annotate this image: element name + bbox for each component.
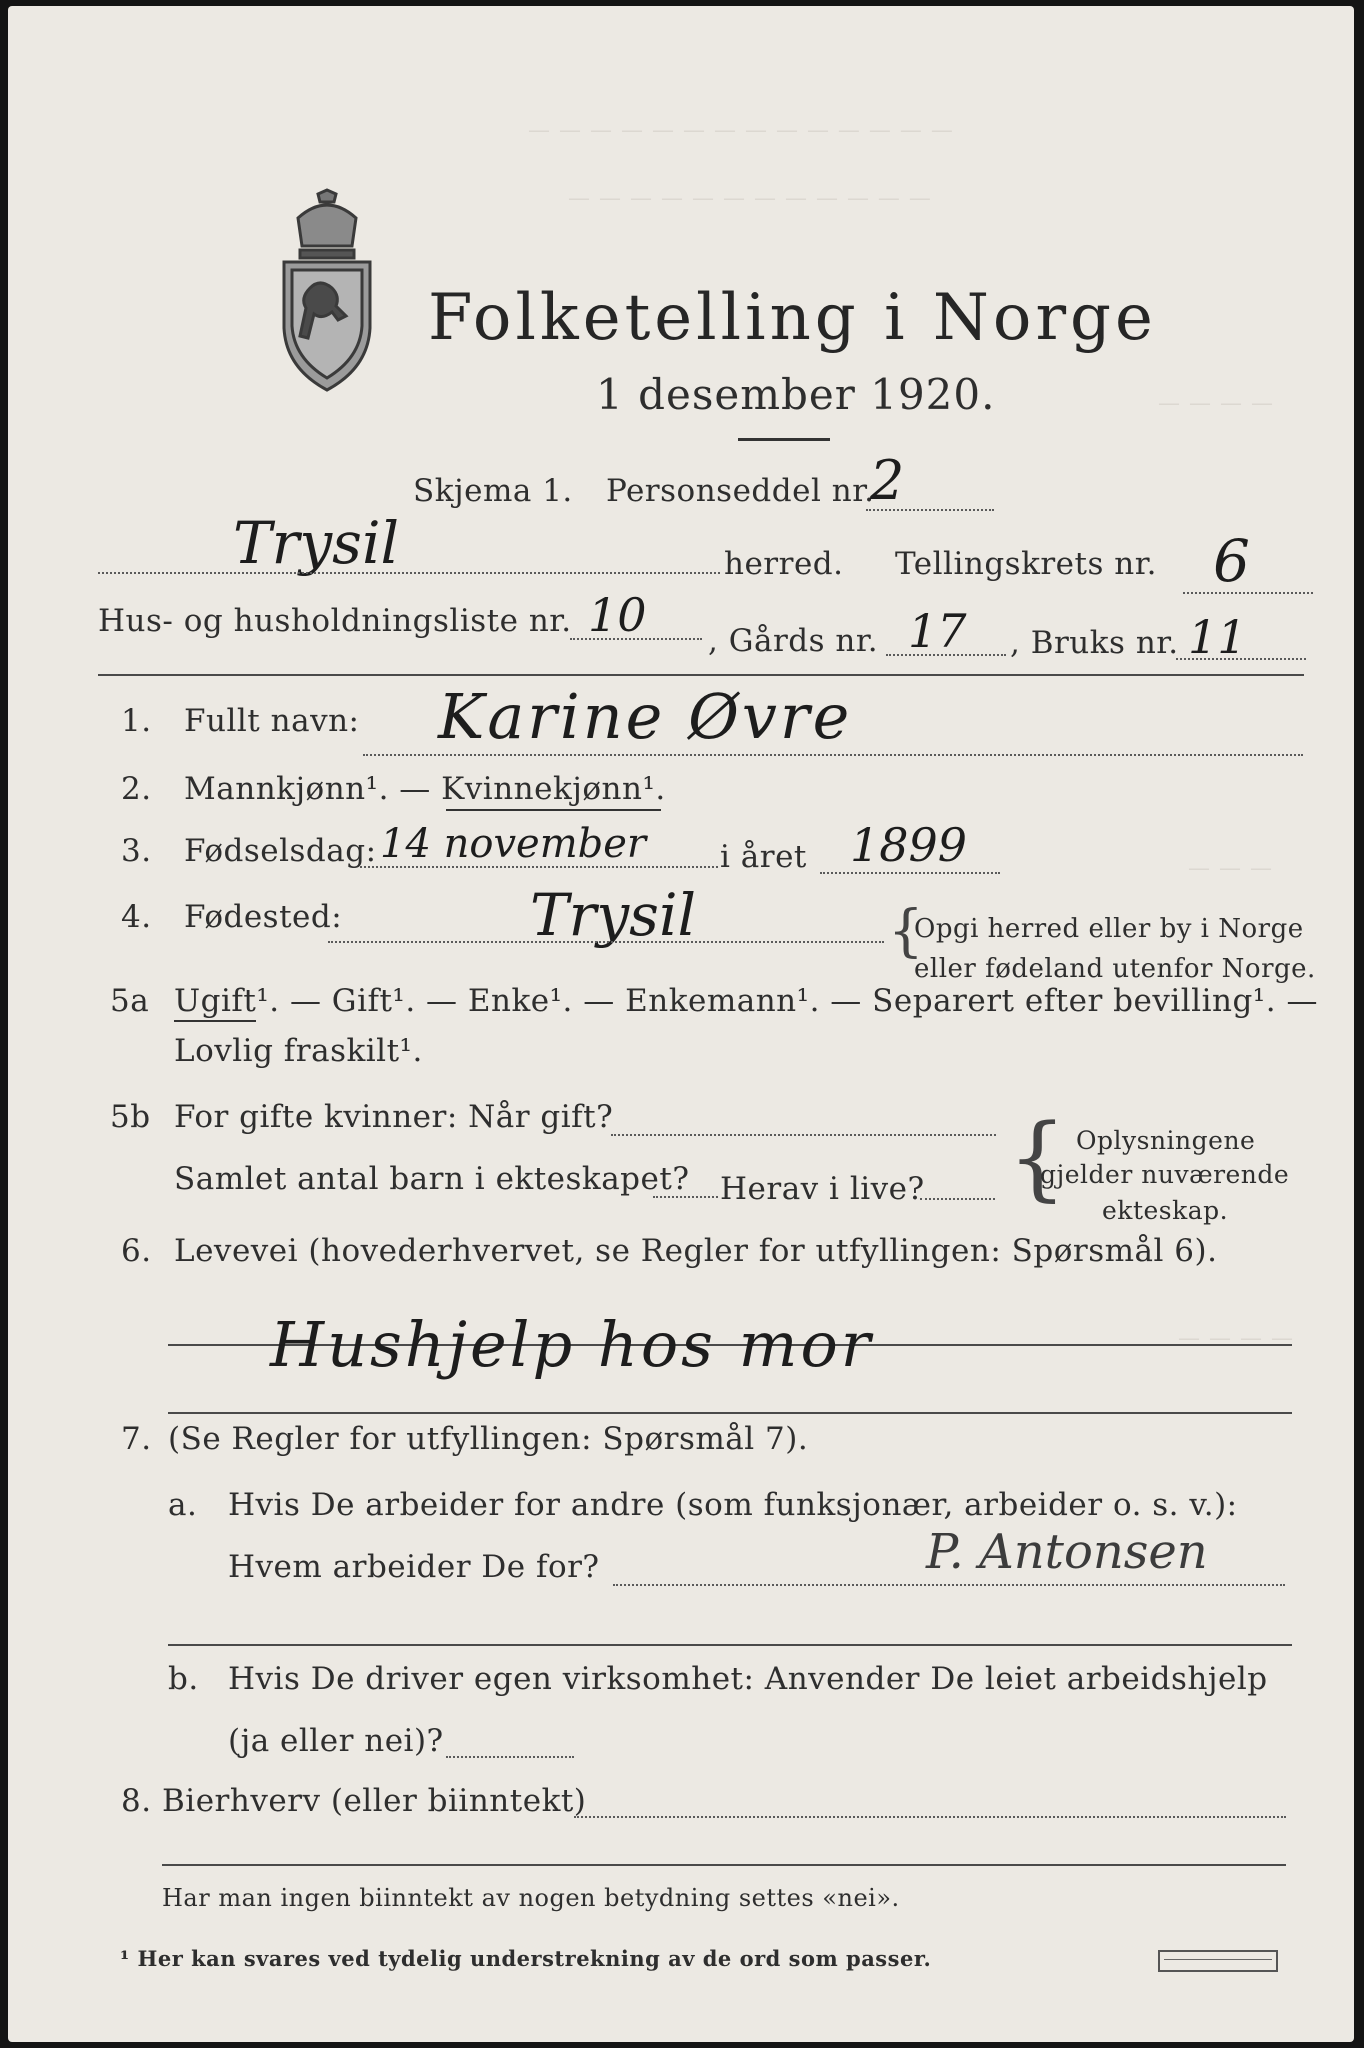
coat-of-arms-icon [270, 188, 385, 398]
fodselsdag-field[interactable] [360, 866, 718, 868]
bierhverv-note: Har man ingen biinntekt av nogen betydning settes «nei». [162, 1884, 900, 1912]
q4-number: 4. [121, 899, 152, 935]
q5a-number: 5a [110, 983, 150, 1019]
fodested-note-1: Opgi herred eller by i Norge [914, 914, 1304, 944]
husliste-field[interactable] [570, 638, 702, 640]
footnote: ¹ Her kan svares ved tydelig understrekning av de ord som passer. [120, 1946, 932, 1971]
arbeidsgiver-field[interactable] [613, 1584, 1285, 1586]
fodselsaar-field[interactable] [820, 872, 1000, 874]
leiet-arbeidshjelp-field[interactable] [446, 1756, 574, 1758]
tellingskrets-value[interactable]: 6 [1213, 527, 1250, 595]
herred-label: herred. [724, 546, 844, 582]
gards-field[interactable] [886, 654, 1006, 656]
fodested-value[interactable]: Trysil [530, 881, 697, 949]
q3-label: Fødselsdag: [184, 833, 377, 869]
q2-number: 2. [121, 771, 152, 807]
q7b-label: Hvis De driver egen virksomhet: Anvender De leiet arbeidshjelp [228, 1661, 1268, 1697]
levevei-value[interactable]: Hushjelp hos mor [270, 1308, 874, 1381]
naar-gift-field[interactable] [611, 1134, 996, 1136]
personseddel-label: Personseddel nr. [606, 473, 875, 509]
tellingskrets-label: Tellingskrets nr. [895, 546, 1157, 582]
q5b-label-2: Samlet antal barn i ekteskapet? [174, 1161, 690, 1197]
q3-number: 3. [121, 833, 152, 869]
fodested-field[interactable] [328, 941, 884, 943]
bruks-value[interactable]: 11 [1188, 610, 1247, 664]
husliste-value[interactable]: 10 [588, 588, 647, 642]
q8-number: 8. [121, 1783, 152, 1819]
q7a-letter: a. [168, 1487, 198, 1523]
fullt-navn-field[interactable] [363, 754, 1303, 756]
q7b-label-2: (ja eller nei)? [228, 1723, 444, 1759]
personseddel-field[interactable] [866, 509, 994, 511]
q7-number: 7. [121, 1421, 152, 1457]
ekteskap-note-3: ekteskap. [1102, 1196, 1229, 1225]
fodested-brace: { [888, 899, 924, 964]
bleed-through-3: — — — — [1158, 391, 1274, 416]
fodested-note-2: eller fødeland utenfor Norge. [914, 954, 1316, 984]
q7a-label: Hvis De arbeider for andre (som funksjonær, arbeider o. s. v.): [228, 1487, 1238, 1523]
printer-stamp [1158, 1950, 1278, 1972]
herred-field[interactable] [98, 572, 720, 574]
q7a-line-2 [168, 1644, 1292, 1646]
skjema-label: Skjema 1. [413, 473, 573, 509]
ekteskap-note-1: Oplysningene [1076, 1126, 1256, 1155]
header-divider [98, 674, 1304, 676]
bleed-through-2: — — — — — — — — — — — — [568, 186, 932, 211]
ekteskap-note-2: gjelder nuværende [1040, 1160, 1290, 1189]
q4-label: Fødested: [184, 899, 343, 935]
q7b-letter: b. [168, 1661, 199, 1697]
fodselsdag-value[interactable]: 14 november [380, 821, 647, 867]
q1-number: 1. [121, 703, 152, 739]
bleed-through-4: — — — [1188, 856, 1273, 881]
census-form [8, 6, 1354, 2042]
q5a-label-2: Lovlig fraskilt¹. [174, 1033, 423, 1069]
i-aaret-label: i året [720, 839, 807, 875]
gards-value[interactable]: 17 [908, 604, 967, 658]
q2-label: Mannkjønn¹. — Kvinnekjønn¹. [184, 771, 666, 807]
ekteskap-brace: { [1008, 1104, 1067, 1211]
personseddel-value[interactable]: 2 [870, 449, 905, 512]
q5b-label: For gifte kvinner: Når gift? [174, 1099, 614, 1135]
fullt-navn-value[interactable]: Karine Øvre [438, 680, 853, 753]
ugift-underline [174, 1020, 256, 1022]
bruks-field[interactable] [1176, 658, 1306, 660]
bierhverv-field[interactable] [574, 1816, 1286, 1818]
form-title: Folketelling i Norge [428, 281, 1157, 355]
tellingskrets-field[interactable] [1183, 592, 1313, 594]
gards-label: , Gårds nr. [708, 623, 879, 659]
herred-value[interactable]: Trysil [233, 509, 400, 577]
form-date: 1 desember 1920. [596, 370, 996, 419]
fodselsaar-value[interactable]: 1899 [850, 818, 968, 872]
q6-label: Levevei (hovederhvervet, se Regler for utfyllingen: Spørsmål 6). [174, 1233, 1218, 1269]
arbeidsgiver-value[interactable]: P. Antonsen [926, 1524, 1208, 1580]
bleed-through-5: — — — — [1178, 1326, 1294, 1351]
q5a-label: Ugift¹. — Gift¹. — Enke¹. — Enkemann¹. — Separert efter bevilling¹. — [174, 983, 1318, 1019]
herav-i-live-label: Herav i live? [720, 1171, 925, 1207]
q8-label: Bierhverv (eller biinntekt) [162, 1783, 587, 1819]
q6-number: 6. [121, 1233, 152, 1269]
q8-line-2 [162, 1864, 1286, 1866]
levevei-line-2 [168, 1412, 1292, 1414]
antal-barn-field[interactable] [653, 1196, 718, 1198]
q1-label: Fullt navn: [184, 703, 360, 739]
herav-i-live-field[interactable] [920, 1198, 995, 1200]
q7a-label-2: Hvem arbeider De for? [228, 1549, 600, 1585]
q5b-number: 5b [110, 1099, 151, 1135]
kvinnekjonn-underline [446, 809, 661, 811]
bruks-label: , Bruks nr. [1010, 625, 1179, 661]
bleed-through-1: — — — — — — — — — — — — — — [528, 118, 954, 143]
q7-label: (Se Regler for utfyllingen: Spørsmål 7). [168, 1421, 809, 1457]
husliste-label: Hus- og husholdningsliste nr. [98, 603, 572, 639]
date-rule [738, 438, 830, 441]
